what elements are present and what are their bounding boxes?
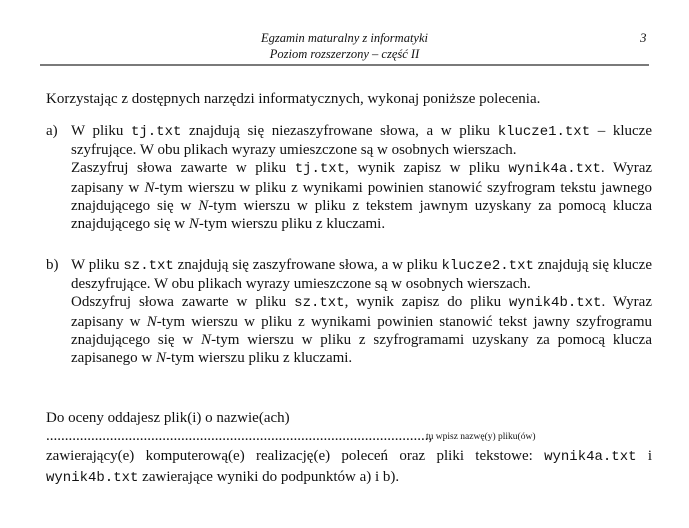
filename: wynik4b.txt xyxy=(46,470,139,486)
filename: tj.txt xyxy=(294,161,346,178)
task-item-a xyxy=(46,122,652,233)
text: znajdują się zaszyfrowane słowa, a w pliku xyxy=(173,257,442,273)
item-body xyxy=(71,122,652,233)
filename: tj.txt xyxy=(130,124,182,140)
variable-n: N xyxy=(146,313,157,330)
text: znajdują się klucze deszyfrujące. W obu plikach wyrazy umieszczone są w osobnych wierszach. xyxy=(71,257,652,293)
text: -tym wierszu w pliku z szyfrogramami uzyskany za pomocą klucza zapisanego w xyxy=(71,331,652,367)
text: Odszyfruj słowa zawarte w pliku xyxy=(71,294,295,311)
text: znajdują się niezaszyfrowane słowa, a w pliku xyxy=(181,123,498,139)
variable-n: N xyxy=(198,197,209,214)
variable-n: N xyxy=(188,216,199,233)
task-item-b xyxy=(46,256,652,367)
text: -tym wierszu pliku z kluczami. xyxy=(198,216,386,233)
filename: sz.txt xyxy=(123,258,174,274)
filename: klucze2.txt xyxy=(441,258,534,274)
filename: sz.txt xyxy=(294,295,345,312)
text: . Wyraz zapisany w xyxy=(71,160,653,196)
text: . Wyraz zapisany w xyxy=(71,294,652,330)
text: Zaszyfruj słowa zawarte w pliku xyxy=(71,160,295,177)
header-subtitle: Poziom rozszerzony – część II xyxy=(269,47,420,61)
text: zawierające wyniki do podpunktów a) i b). xyxy=(138,469,400,485)
page-header xyxy=(0,30,689,62)
text: W pliku xyxy=(71,257,124,273)
item-marker: b) xyxy=(46,257,59,273)
intro-text: Korzystając z dostępnych narzędzi informatycznych, wykonaj poniższe polecenia. xyxy=(46,91,541,107)
text: W pliku xyxy=(71,123,131,139)
item-marker: a) xyxy=(46,123,58,139)
page-number: 3 xyxy=(640,30,647,45)
text: , wynik zapisz do pliku xyxy=(344,294,510,311)
filename-blank[interactable]: ......................................................................................................, xyxy=(46,428,433,445)
filename: wynik4a.txt xyxy=(544,449,637,465)
text: i xyxy=(636,448,652,464)
submission-line xyxy=(46,409,656,445)
text: -tym wierszu w pliku z wynikami powinien stanowić szyfrogram tekstu jawnego znajdującego się w xyxy=(71,179,652,214)
variable-n: N xyxy=(201,331,212,348)
filename: wynik4b.txt xyxy=(509,295,602,312)
header-divider xyxy=(40,64,649,66)
text: – klucze szyfrujące. W obu plikach wyrazy umieszczone są w osobnych wierszach. xyxy=(71,123,652,159)
filename-hint: tu wpisz nazwę(y) pliku(ów) xyxy=(426,432,536,442)
variable-n: N xyxy=(155,350,166,367)
text: -tym wierszu pliku z kluczami. xyxy=(165,350,353,367)
text: , wynik zapisz w pliku xyxy=(345,160,509,177)
header-title: Egzamin maturalny z informatyki xyxy=(260,31,428,45)
item-body xyxy=(71,256,652,367)
text: -tym wierszu w pliku z wynikami powinien stanowić tekst jawny szyfrogramu znajdującego się w xyxy=(71,313,652,348)
submission-description xyxy=(46,446,652,488)
filename: wynik4a.txt xyxy=(508,161,601,178)
text: -tym wierszu w pliku z tekstem jawnym uzyskany za pomocą klucza znajdującego się w xyxy=(71,197,652,233)
variable-n: N xyxy=(144,179,155,196)
text: zawierający(e) komputerową(e) realizację(e) poleceń oraz pliki tekstowe: xyxy=(46,448,545,464)
filename: klucze1.txt xyxy=(497,124,591,140)
submission-label: Do oceny oddajesz plik(i) o nazwie(ach) xyxy=(46,410,290,426)
